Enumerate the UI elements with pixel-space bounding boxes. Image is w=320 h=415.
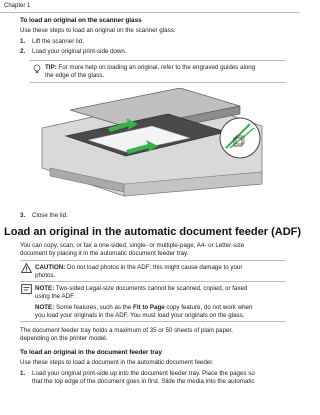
header-divider bbox=[0, 12, 300, 13]
step-text: Load your original print-side down. bbox=[32, 48, 127, 55]
note1-line-1 bbox=[35, 285, 247, 293]
feeder-step-1 bbox=[20, 370, 255, 378]
tip-text: For more help on loading an original, refer to the engraved guides along bbox=[58, 64, 256, 71]
section-title-adf: Load an original in the automatic document feeder (ADF) bbox=[4, 226, 302, 238]
tip-icon bbox=[32, 64, 42, 74]
note1-text: Two-sided Legal-size documents cannot be scanned, copied, or faxed bbox=[55, 285, 248, 292]
warning-icon bbox=[21, 263, 32, 273]
tip-line-2: the edge of the glass. bbox=[45, 72, 105, 79]
capacity-line-2: depending on the printer model. bbox=[20, 335, 108, 342]
note2-text-a: Some features, such as the bbox=[55, 304, 132, 311]
note2-label: NOTE: bbox=[35, 304, 55, 311]
caution-line-2: photos. bbox=[35, 272, 56, 279]
step-text-line-1: Load your original print-side up into the document feeder tray. Place the pages so bbox=[32, 370, 255, 377]
adf-intro-1: You can copy, scan, or fax a one-sided, single- or multiple-page, A4- or Letter-size bbox=[20, 242, 245, 249]
note-bottom-rule bbox=[20, 321, 286, 322]
section-heading-feeder: To load an original in the document feeder tray bbox=[20, 349, 162, 356]
step-3 bbox=[20, 212, 68, 220]
note2-text-b: copy feature, do not work when bbox=[166, 304, 253, 311]
feeder-intro: Use these steps to load a document in the automatic document feeder. bbox=[20, 359, 214, 366]
step-number: 1. bbox=[20, 370, 26, 377]
tip-label: TIP: bbox=[45, 64, 57, 71]
chapter-label: Chapter 1 bbox=[4, 3, 31, 9]
step-number: 1. bbox=[20, 38, 26, 45]
capacity-line-1: The document feeder tray holds a maximum of 35 or 50 sheets of plain paper, bbox=[20, 327, 233, 334]
scanner-illustration bbox=[30, 88, 280, 198]
note-icon bbox=[21, 284, 32, 294]
section-heading-glass: To load an original on the scanner glass bbox=[20, 17, 142, 24]
step-1 bbox=[20, 38, 84, 46]
caution-label: CAUTION: bbox=[35, 264, 66, 271]
tip-line-1 bbox=[45, 64, 255, 72]
caution-line-1 bbox=[35, 264, 242, 272]
step-text: Close the lid. bbox=[32, 212, 68, 219]
tip-bottom-rule bbox=[30, 82, 286, 83]
caution-top-rule bbox=[20, 260, 286, 261]
step-2 bbox=[20, 48, 127, 56]
tip-top-rule bbox=[30, 60, 286, 61]
note2-line-2: you load your originals in the ADF. You must load your originals on the glass. bbox=[35, 312, 245, 319]
caution-text: Do not load photos in the ADF; this might cause damage to your bbox=[66, 264, 243, 271]
caution-bottom-rule bbox=[20, 281, 286, 282]
note2-line-1 bbox=[35, 304, 252, 312]
step-number: 3. bbox=[20, 212, 26, 219]
fit-to-page-term: Fit to Page bbox=[133, 304, 165, 311]
note1-line-2: using the ADF. bbox=[35, 293, 75, 300]
intro-text: Use these steps to load an original on the scanner glass. bbox=[20, 27, 176, 34]
feeder-step-1-line-2: that the top edge of the document goes in first. Slide the media into the automatic bbox=[32, 378, 255, 385]
step-text: Lift the scanner lid. bbox=[32, 38, 84, 45]
note1-label: NOTE: bbox=[35, 285, 55, 292]
step-number: 2. bbox=[20, 48, 26, 55]
adf-intro-2: document by placing it in the automatic document feeder tray. bbox=[20, 250, 189, 257]
